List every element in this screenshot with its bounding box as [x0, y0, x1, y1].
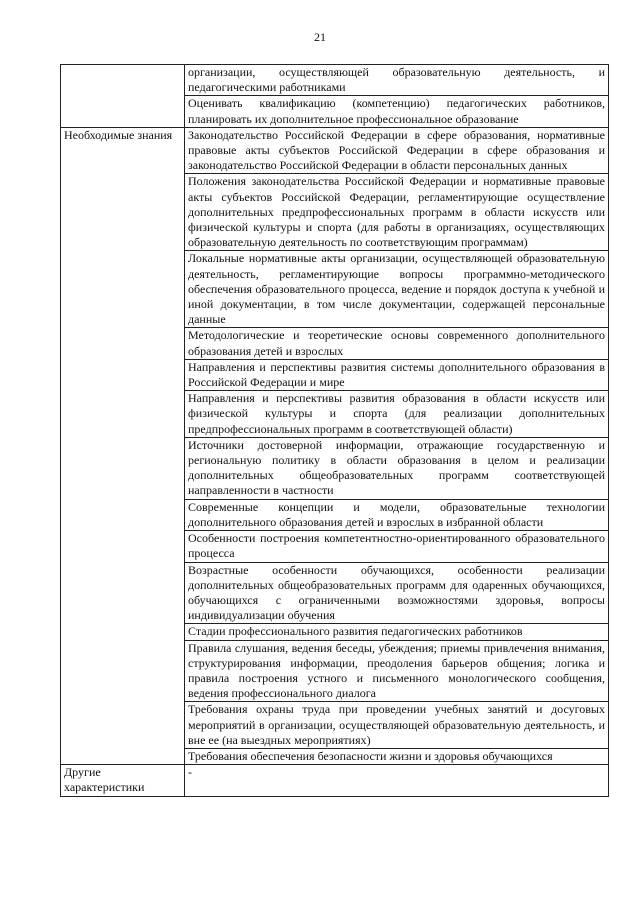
table-cell: Направления и перспективы развития образования в области искусств или физической культуры и спорта (для реализации дополнительных предпрофессиональных программ в соответствующей области): [185, 391, 609, 438]
page-number: 21: [314, 30, 326, 44]
table-cell: Требования обеспечения безопасности жизни и здоровья обучающихся: [185, 748, 609, 764]
table-cell: Особенности построения компетентностно-ориентированного образовательного процесса: [185, 531, 609, 562]
table-cell: организации, осуществляющей образовательную деятельность, и педагогическими работниками: [185, 65, 609, 96]
table-cell: Источники достоверной информации, отражающие государственную и региональную политику в области образования в целом и реализации дополнительных общеобразовательных программ соответствующей направленности в частности: [185, 437, 609, 499]
row-label-other: Другие характеристики: [61, 765, 185, 796]
row-label-knowledge: Необходимые знания: [61, 127, 185, 764]
table-cell: Стадии профессионального развития педагогических работников: [185, 624, 609, 640]
table-cell: Локальные нормативные акты организации, осуществляющей образовательную деятельность, регламентирующие вопросы программно-методического обеспечения образовательного процесса, ведение и порядок доступа к учебной и иной документации, в том числе документации, содержащей персональные данные: [185, 251, 609, 328]
table-cell: Требования охраны труда при проведении учебных занятий и досуговых мероприятий в организации, осуществляющей образовательную деятельность, и вне ее (на выездных мероприятиях): [185, 702, 609, 749]
table-cell: Оценивать квалификацию (компетенцию) педагогических работников, планировать их дополнительное профессиональное образование: [185, 96, 609, 127]
table-cell: Положения законодательства Российской Федерации и нормативные правовые акты субъектов Российской Федерации, регламентирующие осуществление дополнительных предпрофессиональных программ в области искусств или физической культуры и спорта (для работы в организациях, осуществляющих образовательную деятельность по соответствующим программам): [185, 174, 609, 251]
table-cell: Направления и перспективы развития системы дополнительного образования в Российской Федерации и мире: [185, 359, 609, 390]
table-cell: Законодательство Российской Федерации в сфере образования, нормативные правовые акты субъектов Российской Федерации в сфере образования и законодательство Российской Федерации в области персональных данных: [185, 127, 609, 174]
row-label-empty: [61, 65, 185, 128]
table-cell: Правила слушания, ведения беседы, убеждения; приемы привлечения внимания, структурирования информации, преодоления барьеров общения; логика и правила построения устного и письменного монологического сообщения, ведения профессионального диалога: [185, 640, 609, 702]
requirements-table: [60, 64, 609, 797]
table-cell: Методологические и теоретические основы современного дополнительного образования детей и взрослых: [185, 328, 609, 359]
table-cell: Возрастные особенности обучающихся, особенности реализации дополнительных общеобразовательных программ для одаренных обучающихся, обучающихся с ограниченными возможностями здоровья, вопросы индивидуализации обучения: [185, 562, 609, 624]
table-row: [61, 765, 609, 796]
table-cell: Современные концепции и модели, образовательные технологии дополнительного образования детей и взрослых в избранной области: [185, 499, 609, 530]
table-cell: -: [185, 765, 609, 796]
table-row: [61, 127, 609, 174]
table-row: [61, 65, 609, 96]
